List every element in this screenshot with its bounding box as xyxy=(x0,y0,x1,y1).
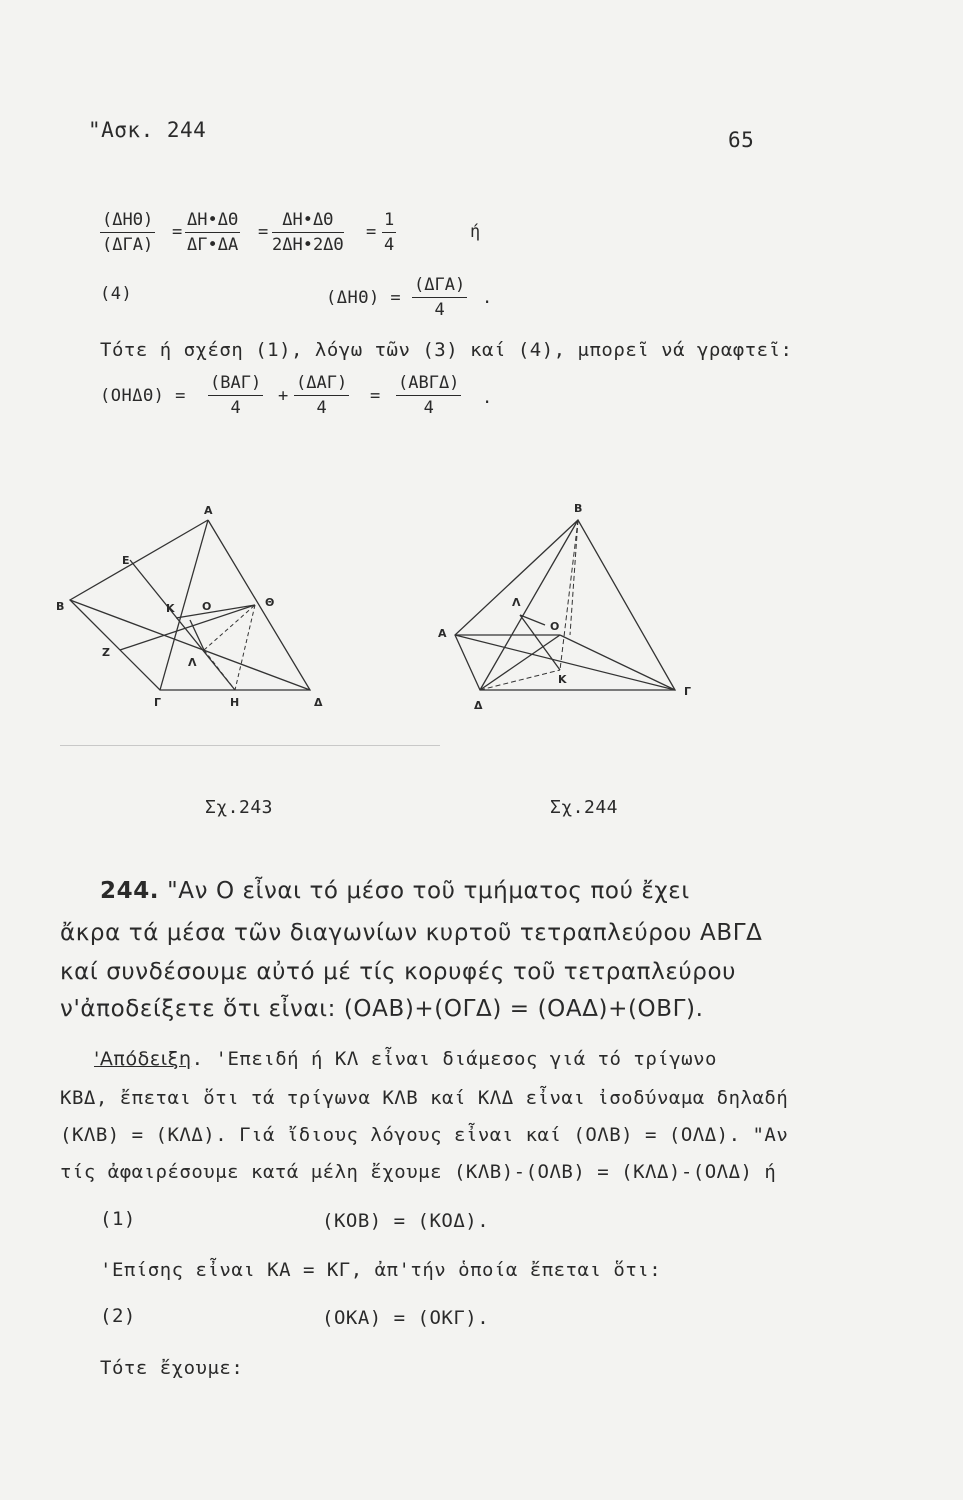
label-Z: Ζ xyxy=(102,646,110,659)
dashed-th-h xyxy=(235,605,255,690)
equals-sign: = xyxy=(366,222,377,242)
label-K: Κ xyxy=(166,602,175,615)
numerator: (ΔΓΑ) xyxy=(412,275,467,298)
figure-243 xyxy=(40,490,370,720)
or-word: ή xyxy=(470,222,481,242)
label-K: Κ xyxy=(558,673,567,686)
denominator: 4 xyxy=(434,300,445,320)
figure-244 xyxy=(430,495,710,720)
denominator: 4 xyxy=(384,235,395,255)
fraction xyxy=(396,373,461,418)
equation-lhs: (ΟΗΔΘ) = xyxy=(100,386,186,406)
equation-oka-okg: (ΟΚΑ) = (ΟΚΓ). xyxy=(322,1307,490,1329)
proof-text: . 'Επειδή ή ΚΛ εἶναι διάμεσος γιά τό τρίγωνο xyxy=(191,1048,717,1070)
label-E: Ε xyxy=(122,554,130,567)
dashed-b-k xyxy=(560,520,578,670)
denominator: (ΔΓΑ) xyxy=(102,235,154,255)
fraction xyxy=(100,210,155,255)
caption-fig-244: Σχ.244 xyxy=(550,797,619,818)
equation-tag: (1) xyxy=(100,1208,136,1230)
problem-number: 244. xyxy=(100,878,160,904)
equation-lhs: (ΔΗΘ) = xyxy=(326,288,402,308)
proof-line-2: ΚΒΔ, ἔπεται ὅτι τά τρίγωνα ΚΛΒ καί ΚΛΔ εἶναι ἰσοδύναμα δηλαδή xyxy=(60,1087,789,1109)
proof-line-3: (ΚΛΒ) = (ΚΛΔ). Γιά ἴδιους λόγους εἶναι καί (ΟΛΒ) = (ΟΛΔ). "Αν xyxy=(60,1124,789,1146)
problem-line-3: καί συνδέσουμε αὐτό μέ τίς κορυφές τοῦ τετραπλεύρου xyxy=(60,959,737,985)
diagonal-bd xyxy=(70,600,310,690)
label-D: Δ xyxy=(314,696,323,709)
label-L: Λ xyxy=(512,596,521,609)
diagonal-bd xyxy=(480,520,578,690)
proof-line-1 xyxy=(94,1048,717,1070)
fraction xyxy=(272,210,344,255)
label-H: Η xyxy=(230,696,240,709)
label-G: Γ xyxy=(154,696,162,709)
numerator: ΔΗ•ΔΘ xyxy=(185,210,240,233)
caption-fig-243: Σχ.243 xyxy=(205,797,274,818)
equation-tag: (2) xyxy=(100,1305,136,1327)
numerator: (ΔΑΓ) xyxy=(294,373,349,396)
equals-sign: = xyxy=(258,222,269,242)
equals-sign: = xyxy=(172,222,183,242)
quadrilateral-outline xyxy=(455,520,675,690)
header-exercise-label: "Ασκ. 244 xyxy=(88,118,207,142)
segment-o-g xyxy=(560,635,675,690)
equation-tag: (4) xyxy=(100,284,133,304)
equation-kob-kod: (ΚΟΒ) = (ΚΟΔ). xyxy=(322,1210,490,1232)
label-A: Α xyxy=(204,504,213,517)
numerator: 1 xyxy=(382,210,396,233)
label-O: Ο xyxy=(550,620,560,633)
denominator: ΔΓ•ΔΑ xyxy=(187,235,239,255)
plus-sign: + xyxy=(278,386,289,406)
proof-line-4: τίς ἀφαιρέσουμε κατά μέλη ἔχουμε (ΚΛΒ)-(ΟΛΒ) = (ΚΛΔ)-(ΟΛΔ) ή xyxy=(60,1161,777,1183)
label-L: Λ xyxy=(188,656,197,669)
denominator: 2ΔΗ•2ΔΘ xyxy=(272,235,344,255)
fraction xyxy=(412,275,467,320)
label-B: Β xyxy=(574,502,583,515)
denominator: 4 xyxy=(316,398,327,418)
fraction xyxy=(208,373,263,418)
period: . xyxy=(482,288,493,308)
problem-text: "Αν Ο εἶναι τό μέσο τοῦ τμήματος πού ἔχει xyxy=(159,878,690,904)
numerator: ΔΗ•ΔΘ xyxy=(272,210,344,233)
label-Th: Θ xyxy=(265,596,275,609)
divider xyxy=(60,745,440,746)
problem-line-4: ν'ἀποδείξετε ὅτι εἶναι: (ΟΑΒ)+(ΟΓΔ) = (ΟΑΔ)+(ΟΒΓ). xyxy=(60,996,704,1022)
equals-sign: = xyxy=(370,386,381,406)
label-B: Β xyxy=(56,600,65,613)
proof-line-5: 'Επίσης εἶναι ΚΑ = ΚΓ, ἀπ'τήν ὁποία ἔπεται ὅτι: xyxy=(100,1259,662,1281)
paragraph-line: Τότε ή σχέση (1), λόγω τῶν (3) καί (4), μπορεῖ νά γραφτεῖ: xyxy=(100,339,793,361)
segment-z-th xyxy=(120,605,255,650)
segment-e-h xyxy=(130,560,235,690)
fraction xyxy=(185,210,240,255)
numerator: (ΑΒΓΔ) xyxy=(396,373,461,396)
denominator: 4 xyxy=(230,398,241,418)
label-O: Ο xyxy=(202,600,212,613)
label-A: Α xyxy=(438,627,447,640)
fraction xyxy=(382,210,396,255)
label-G: Γ xyxy=(684,685,692,698)
proof-title: 'Απόδειξη xyxy=(94,1048,192,1070)
denominator: 4 xyxy=(423,398,434,418)
period: . xyxy=(482,388,493,408)
page-number: 65 xyxy=(728,128,755,152)
problem-line-1 xyxy=(100,878,690,904)
segment-d-o xyxy=(480,635,560,690)
numerator: (ΔΗΘ) xyxy=(100,210,155,233)
dashed-d-k xyxy=(480,670,560,690)
fraction xyxy=(294,373,349,418)
problem-line-2: ἄκρα τά μέσα τῶν διαγωνίων κυρτοῦ τετραπλεύρου ΑΒΓΔ xyxy=(60,920,763,946)
numerator: (ΒΑΓ) xyxy=(208,373,263,396)
label-D: Δ xyxy=(474,699,483,712)
proof-line-6: Τότε ἔχουμε: xyxy=(100,1357,244,1379)
